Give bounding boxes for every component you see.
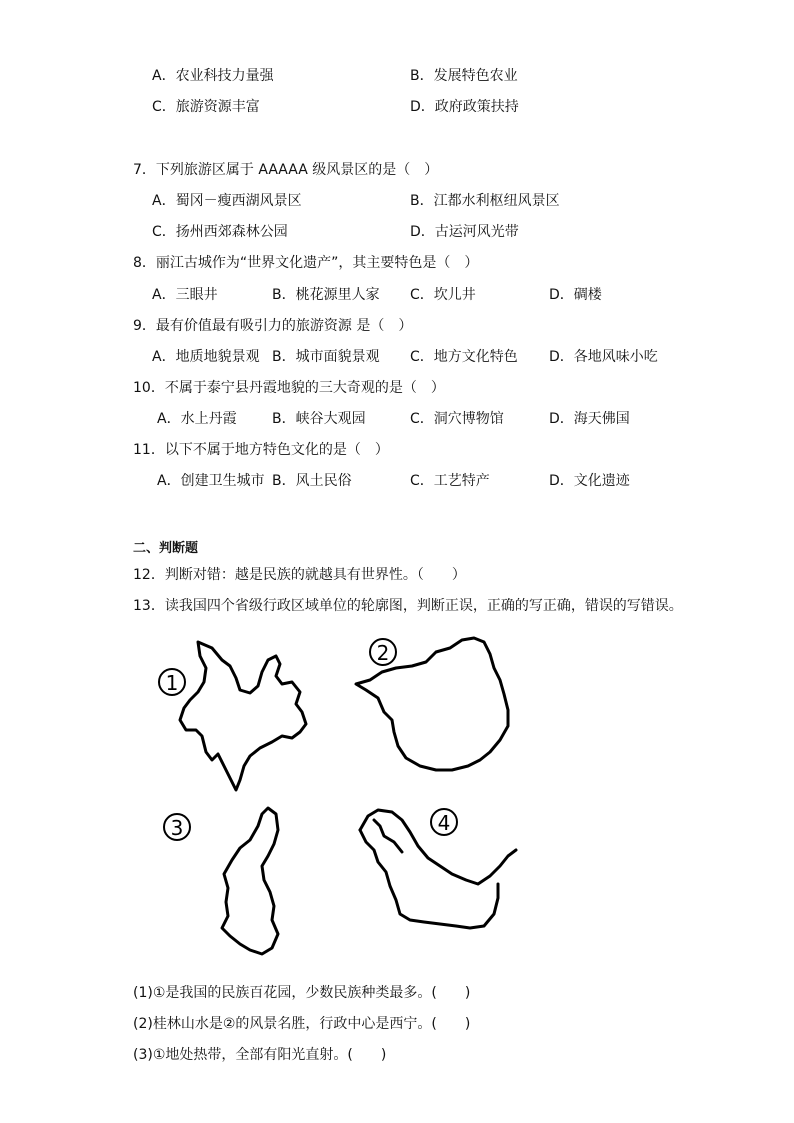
outline-4-shape-notch bbox=[374, 820, 402, 852]
q12-stem: 12．判断对错：越是民族的就越具有世界性。（ ） bbox=[133, 567, 466, 583]
outline-4-shape-inner bbox=[360, 830, 498, 928]
q7-option-a: A．蜀冈－瘦西湖风景区 bbox=[152, 193, 302, 209]
outline-3-label: 3 bbox=[170, 816, 184, 840]
outline-3 bbox=[164, 808, 278, 954]
q13-sub1: (1)①是我国的民族百花园，少数民族种类最多。( ) bbox=[133, 985, 471, 1001]
q11-option-d: D．文化遗迹 bbox=[549, 473, 630, 489]
q8-option-b: B．桃花源里人家 bbox=[272, 287, 380, 303]
q10-option-d: D．海天佛国 bbox=[549, 411, 630, 427]
outline-4-label: 4 bbox=[437, 811, 451, 835]
q9-option-a: A．地质地貌景观 bbox=[152, 349, 260, 365]
q8-stem: 8．丽江古城作为“世界文化遗产”，其主要特色是（ ） bbox=[133, 255, 479, 271]
q6-option-d: D．政府政策扶持 bbox=[410, 99, 519, 115]
q9-option-c: C．地方文化特色 bbox=[410, 349, 518, 365]
q6-option-a: A．农业科技力量强 bbox=[152, 68, 274, 84]
q10-option-a: A．水上丹霞 bbox=[157, 411, 237, 427]
q7-option-b: B．江都水利枢纽风景区 bbox=[410, 193, 560, 209]
q9-option-d: D．各地风味小吃 bbox=[549, 349, 658, 365]
q11-stem: 11．以下不属于地方特色文化的是（ ） bbox=[133, 442, 389, 458]
q8-option-a: A．三眼井 bbox=[152, 287, 218, 303]
q11-option-a: A．创建卫生城市 bbox=[157, 473, 265, 489]
outline-1 bbox=[159, 642, 306, 790]
outline-3-shape bbox=[222, 808, 278, 954]
q11-option-c: C．工艺特产 bbox=[410, 473, 490, 489]
outline-2-label: 2 bbox=[376, 641, 390, 665]
outline-4 bbox=[360, 809, 516, 928]
q10-stem: 10．不属于泰宁县丹霞地貌的三大奇观的是（ ） bbox=[133, 380, 445, 396]
q10-option-c: C．洞穴博物馆 bbox=[410, 411, 504, 427]
q9-stem: 9．最有价值最有吸引力的旅游资源 是（ ） bbox=[133, 318, 413, 334]
q7-option-d: D．古运河风光带 bbox=[410, 224, 519, 240]
q6-option-b: B．发展特色农业 bbox=[410, 68, 518, 84]
q6-option-c: C．旅游资源丰富 bbox=[152, 99, 260, 115]
section-heading: 二、判断题 bbox=[133, 541, 199, 556]
outline-1-label: 1 bbox=[165, 671, 179, 695]
outline-1-shape bbox=[180, 642, 306, 790]
q13-sub2: (2)桂林山水是②的风景名胜，行政中心是西宁。( ) bbox=[133, 1016, 471, 1032]
q9-option-b: B．城市面貌景观 bbox=[272, 349, 380, 365]
q13-sub3: (3)①地处热带，全部有阳光直射。( ) bbox=[133, 1047, 387, 1063]
q8-option-c: C．坎儿井 bbox=[410, 287, 476, 303]
q11-option-b: B．风土民俗 bbox=[272, 473, 352, 489]
q7-stem: 7．下列旅游区属于 AAAAA 级风景区的是（ ） bbox=[133, 162, 439, 178]
q13-stem: 13．读我国四个省级行政区域单位的轮廓图，判断正误，正确的写正确，错误的写错误。 bbox=[133, 598, 683, 614]
q7-option-c: C．扬州西郊森林公园 bbox=[152, 224, 288, 240]
q8-option-d: D．碉楼 bbox=[549, 287, 602, 303]
q10-option-b: B．峡谷大观园 bbox=[272, 411, 366, 427]
outline-2 bbox=[356, 638, 508, 770]
